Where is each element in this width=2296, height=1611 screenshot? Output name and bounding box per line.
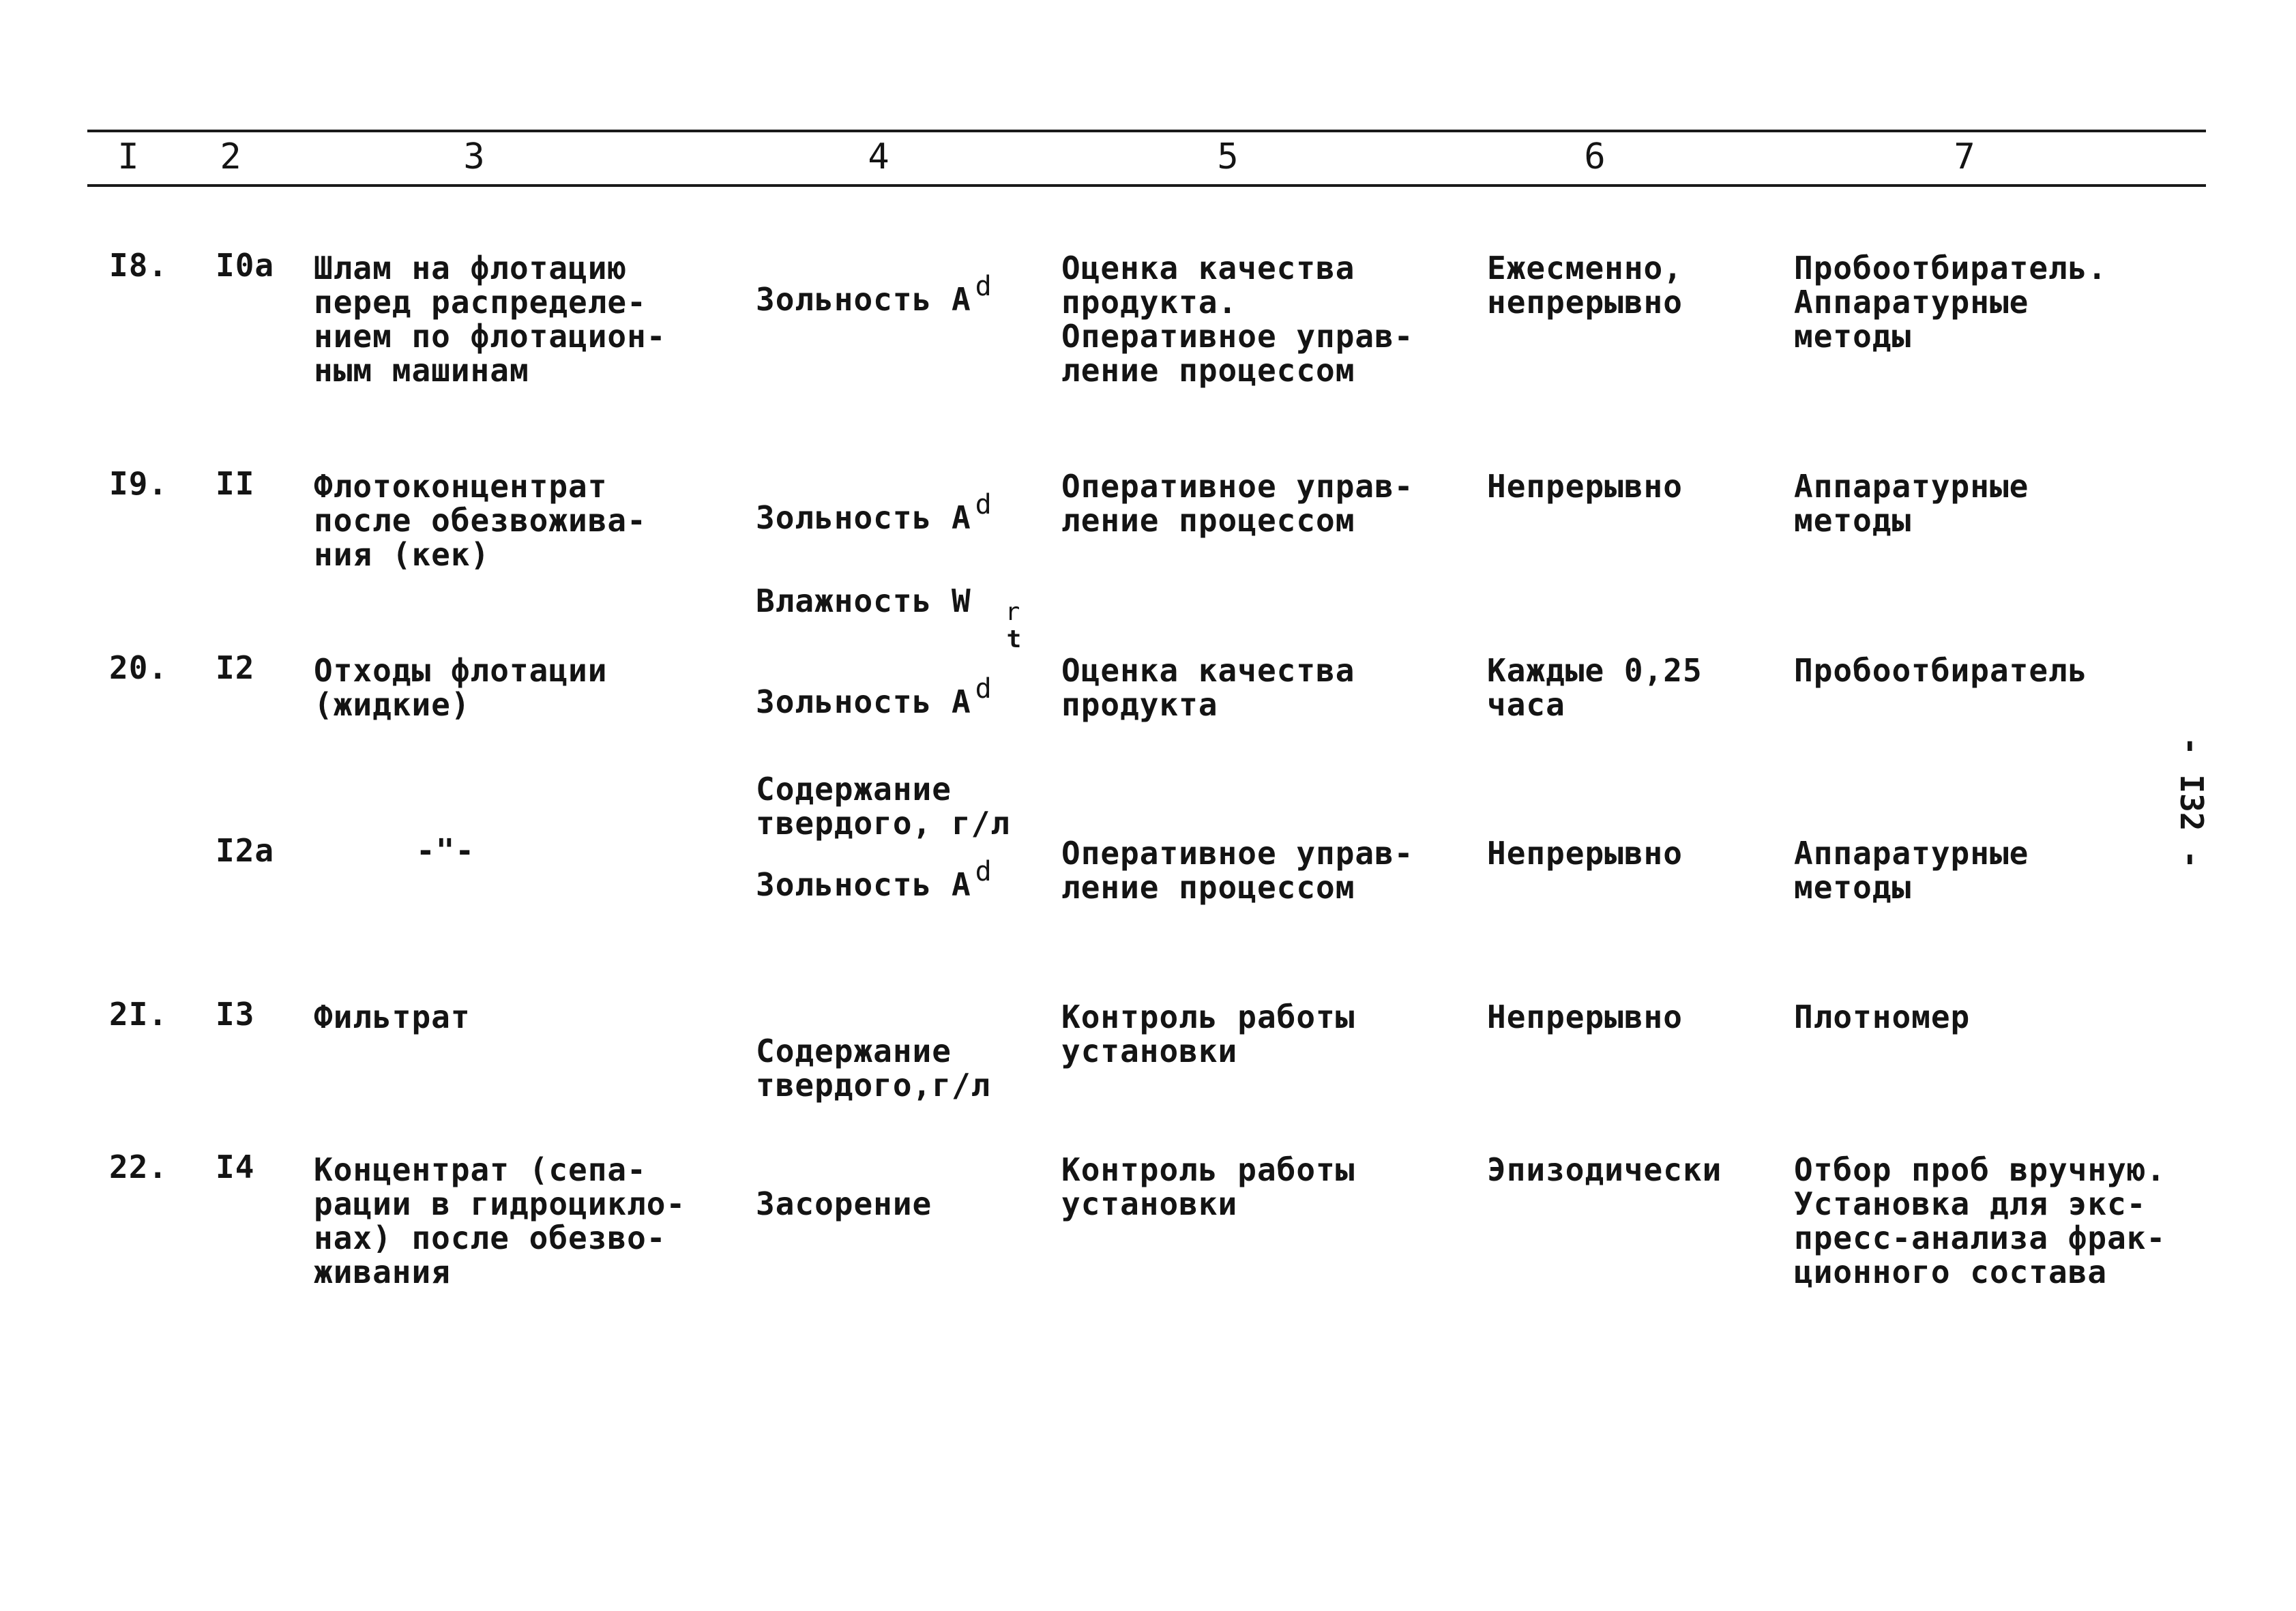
control-parameters	[756, 467, 1042, 652]
page-number: - I32 -	[2173, 737, 2210, 869]
control-parameters	[756, 833, 1042, 936]
parameter-line: Зольность A $^d$	[756, 673, 992, 720]
parameter-superscript: d	[975, 856, 992, 887]
control-method: Плотномер	[1794, 999, 1971, 1035]
control-method: Аппаратурные методы	[1794, 468, 2029, 539]
column-number-2: 2	[220, 136, 241, 177]
parameter-superscript: d	[975, 271, 992, 302]
control-purpose: Контроль работы установки	[1061, 1151, 1355, 1222]
control-frequency: Непрерывно	[1487, 999, 1683, 1035]
column-number-4: 4	[868, 136, 889, 177]
control-method: Пробоотбиратель	[1794, 652, 2088, 689]
point-code: I0а	[216, 247, 275, 284]
control-parameters	[756, 248, 1042, 351]
parameter-line: Зольность A $^d$	[756, 271, 992, 318]
control-method: Отбор проб вручную. Установка для экс- пресс-анализа фрак- ционного состава	[1794, 1151, 2166, 1290]
row-number: 2I.	[109, 996, 168, 1033]
column-number-1: I	[117, 136, 139, 177]
parameter-superscript: d	[975, 489, 992, 520]
point-code: II	[216, 465, 255, 502]
control-purpose: Оценка качества продукта	[1061, 652, 1355, 723]
point-code: I2а	[216, 832, 275, 869]
ditto-mark: -"-	[416, 832, 475, 869]
control-parameters	[756, 1000, 1042, 1136]
parameter-superscript: r	[1005, 598, 1021, 626]
row-number: I8.	[109, 247, 168, 284]
parameter-line: Зольность A $^d$	[756, 856, 992, 903]
control-frequency: Непрерывно	[1487, 468, 1683, 505]
point-code: I3	[216, 996, 255, 1033]
parameter-line: Зольность A $^d$	[756, 489, 992, 536]
control-purpose: Оценка качества продукта. Оперативное управ- ление процессом	[1061, 250, 1414, 389]
parameter-line: Влажность W r t	[756, 584, 1042, 618]
point-code: I2	[216, 649, 255, 686]
control-object: Шлам на флотацию перед распределе- нием по флотацион- ным машинам	[314, 250, 666, 389]
control-frequency: Эпизодически	[1487, 1151, 1722, 1188]
table-top-rule	[87, 130, 2206, 132]
column-number-6: 6	[1584, 136, 1606, 177]
row-number: I9.	[109, 465, 168, 502]
control-frequency: Ежесменно, непрерывно	[1487, 250, 1683, 321]
column-number-5: 5	[1217, 136, 1239, 177]
column-number-7: 7	[1954, 136, 1975, 177]
parameter-line: Содержание твердого,г/л	[756, 1033, 991, 1104]
parameter-line: Содержание твердого, г/л	[756, 771, 1011, 842]
row-number: 20.	[109, 649, 168, 686]
control-object: Отходы флотации (жидкие)	[314, 652, 608, 723]
control-parameters	[756, 1153, 1042, 1255]
control-method: Пробоотбиратель. Аппаратурные методы	[1794, 250, 2108, 355]
control-purpose: Контроль работы установки	[1061, 999, 1355, 1069]
control-object: Фильтрат	[314, 999, 471, 1035]
control-frequency: Непрерывно	[1487, 835, 1683, 872]
row-number: 22.	[109, 1149, 168, 1185]
control-object: Флотоконцентрат после обезвожива- ния (кек)	[314, 468, 647, 573]
control-frequency: Каждые 0,25 часа	[1487, 652, 1703, 723]
parameter-subscript: t	[1006, 625, 1022, 653]
control-purpose: Оперативное управ- ление процессом	[1061, 835, 1414, 906]
parameter-line: Засорение	[756, 1185, 932, 1222]
point-code: I4	[216, 1149, 255, 1185]
control-object: Концентрат (сепа- рации в гидроцикло- нах) после обезво- живания	[314, 1151, 686, 1290]
control-purpose: Оперативное управ- ление процессом	[1061, 468, 1414, 539]
parameter-superscript: d	[975, 673, 992, 705]
control-method: Аппаратурные методы	[1794, 835, 2029, 906]
table-header-rule	[87, 184, 2206, 187]
column-number-3: 3	[463, 136, 485, 177]
